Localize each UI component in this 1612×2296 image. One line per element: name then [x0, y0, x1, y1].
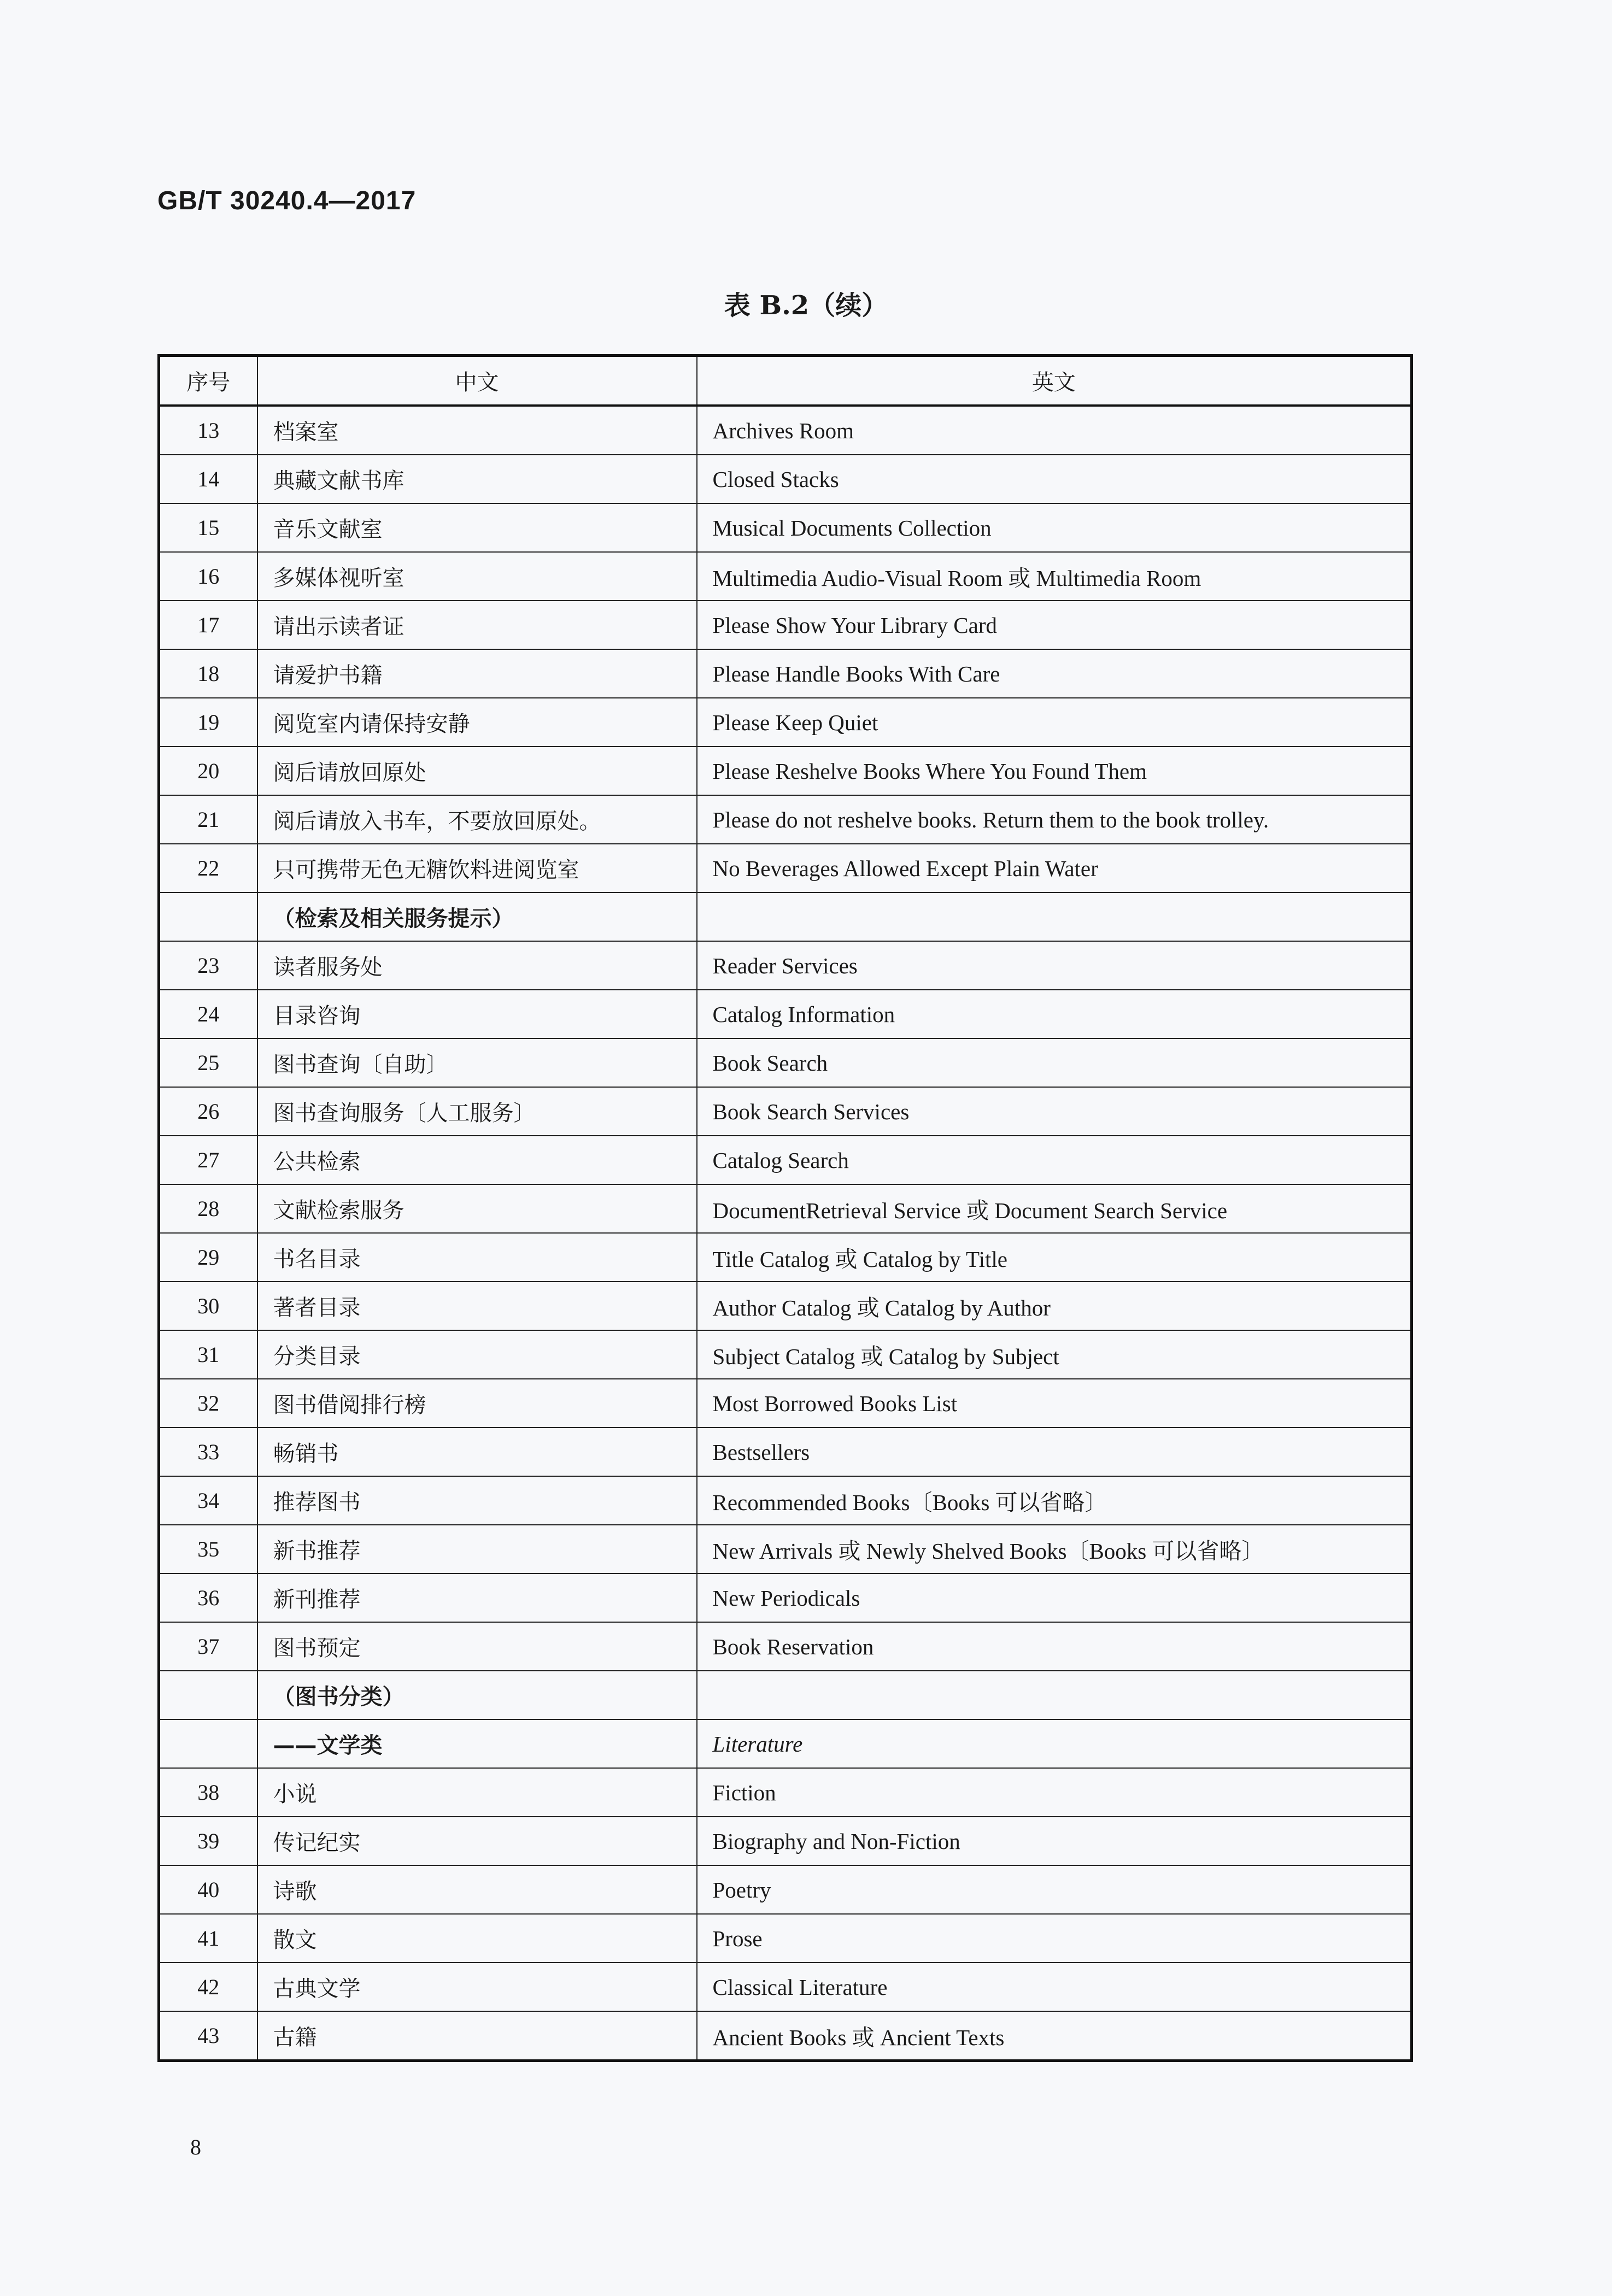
- cell-chinese: 古典文学: [257, 1963, 697, 2011]
- cell-number: 32: [159, 1379, 257, 1428]
- cell-chinese: 请爱护书籍: [257, 649, 697, 698]
- cell-number: 37: [159, 1622, 257, 1671]
- cell-chinese: 档案室: [257, 406, 697, 455]
- table-header-row: [159, 356, 1412, 406]
- cell-number: 35: [159, 1525, 257, 1573]
- cell-chinese: 分类目录: [257, 1330, 697, 1379]
- table-row: [159, 1233, 1412, 1282]
- cell-english: [697, 892, 1412, 941]
- table-row: [159, 503, 1412, 552]
- cell-english: Title Catalog 或 Catalog by Title: [697, 1233, 1412, 1282]
- standard-number: GB/T 30240.4—2017: [157, 186, 417, 215]
- cell-english: Classical Literature: [697, 1963, 1412, 2011]
- cell-chinese: 新书推荐: [257, 1525, 697, 1573]
- table-row: [159, 406, 1412, 455]
- cell-number: 39: [159, 1817, 257, 1865]
- cell-english: Archives Room: [697, 406, 1412, 455]
- table-row: [159, 2011, 1412, 2061]
- table-body: [159, 406, 1412, 2061]
- cell-english: Biography and Non-Fiction: [697, 1817, 1412, 1865]
- table-caption: 表 B.2（续）: [724, 290, 888, 321]
- cell-number: 43: [159, 2011, 257, 2061]
- table-row: [159, 1282, 1412, 1330]
- table-row: [159, 1038, 1412, 1087]
- cell-chinese: （检索及相关服务提示）: [257, 892, 697, 941]
- cell-chinese: 阅后请放入书车，不要放回原处。: [257, 795, 697, 844]
- cell-chinese: 著者目录: [257, 1282, 697, 1330]
- cell-english: Reader Services: [697, 941, 1412, 990]
- table-row: [159, 1817, 1412, 1865]
- cell-chinese: 典藏文献书库: [257, 455, 697, 503]
- cell-english: Please Show Your Library Card: [697, 601, 1412, 649]
- table-row: [159, 990, 1412, 1038]
- table-row: [159, 1476, 1412, 1525]
- cell-english: DocumentRetrieval Service 或 Document Search Service: [697, 1184, 1412, 1233]
- cell-number: [159, 1719, 257, 1768]
- table-row: [159, 1428, 1412, 1476]
- cell-number: 34: [159, 1476, 257, 1525]
- cell-number: 16: [159, 552, 257, 601]
- cell-number: 38: [159, 1768, 257, 1817]
- cell-english: New Periodicals: [697, 1573, 1412, 1622]
- cell-english: Book Reservation: [697, 1622, 1412, 1671]
- cell-chinese: 小说: [257, 1768, 697, 1817]
- cell-chinese: 诗歌: [257, 1865, 697, 1914]
- cell-chinese: 阅后请放回原处: [257, 747, 697, 795]
- cell-english: New Arrivals 或 Newly Shelved Books〔Books 可以省略〕: [697, 1525, 1412, 1573]
- table-row: [159, 1768, 1412, 1817]
- cell-number: 20: [159, 747, 257, 795]
- cell-chinese: 文献检索服务: [257, 1184, 697, 1233]
- cell-english: No Beverages Allowed Except Plain Water: [697, 844, 1412, 892]
- cell-number: 18: [159, 649, 257, 698]
- cell-number: [159, 1671, 257, 1719]
- table-row: [159, 601, 1412, 649]
- cell-number: 29: [159, 1233, 257, 1282]
- cell-english: Please Handle Books With Care: [697, 649, 1412, 698]
- cell-number: 26: [159, 1087, 257, 1136]
- table-row: [159, 747, 1412, 795]
- cell-chinese: （图书分类）: [257, 1671, 697, 1719]
- cell-english: Multimedia Audio-Visual Room 或 Multimedia Room: [697, 552, 1412, 601]
- cell-number: 21: [159, 795, 257, 844]
- cell-english: Literature: [697, 1719, 1412, 1768]
- column-header-number: 序号: [159, 356, 257, 406]
- table-row: [159, 795, 1412, 844]
- table-row: [159, 941, 1412, 990]
- page-number: 8: [190, 2135, 201, 2159]
- cell-english: Book Search: [697, 1038, 1412, 1087]
- cell-number: 25: [159, 1038, 257, 1087]
- cell-english: Recommended Books〔Books 可以省略〕: [697, 1476, 1412, 1525]
- cell-number: [159, 892, 257, 941]
- cell-number: 36: [159, 1573, 257, 1622]
- cell-english: Please Keep Quiet: [697, 698, 1412, 747]
- cell-english: Catalog Search: [697, 1136, 1412, 1184]
- cell-english: Book Search Services: [697, 1087, 1412, 1136]
- cell-number: 31: [159, 1330, 257, 1379]
- cell-number: 30: [159, 1282, 257, 1330]
- cell-chinese: 公共检索: [257, 1136, 697, 1184]
- table-section-row: [159, 892, 1412, 941]
- table-row: [159, 1087, 1412, 1136]
- table-row: [159, 1525, 1412, 1573]
- cell-number: 42: [159, 1963, 257, 2011]
- cell-number: 17: [159, 601, 257, 649]
- cell-english: Closed Stacks: [697, 455, 1412, 503]
- cell-number: 27: [159, 1136, 257, 1184]
- cell-number: 28: [159, 1184, 257, 1233]
- cell-chinese: 古籍: [257, 2011, 697, 2061]
- cell-english: Poetry: [697, 1865, 1412, 1914]
- cell-number: 33: [159, 1428, 257, 1476]
- cell-chinese: 传记纪实: [257, 1817, 697, 1865]
- table-row: [159, 1184, 1412, 1233]
- table-row: [159, 1136, 1412, 1184]
- cell-number: 41: [159, 1914, 257, 1963]
- cell-chinese: 散文: [257, 1914, 697, 1963]
- cell-english: Author Catalog 或 Catalog by Author: [697, 1282, 1412, 1330]
- table-row: [159, 1963, 1412, 2011]
- table-section-row: [159, 1719, 1412, 1768]
- cell-chinese: 目录咨询: [257, 990, 697, 1038]
- table-row: [159, 1573, 1412, 1622]
- cell-chinese: 音乐文献室: [257, 503, 697, 552]
- cell-chinese: 多媒体视听室: [257, 552, 697, 601]
- cell-chinese: 书名目录: [257, 1233, 697, 1282]
- cell-english: Ancient Books 或 Ancient Texts: [697, 2011, 1412, 2061]
- cell-chinese: 请出示读者证: [257, 601, 697, 649]
- cell-chinese: 图书查询〔自助〕: [257, 1038, 697, 1087]
- cell-english: Musical Documents Collection: [697, 503, 1412, 552]
- cell-english: [697, 1671, 1412, 1719]
- table-row: [159, 1865, 1412, 1914]
- cell-chinese: 图书预定: [257, 1622, 697, 1671]
- cell-number: 13: [159, 406, 257, 455]
- cell-number: 14: [159, 455, 257, 503]
- cell-number: 15: [159, 503, 257, 552]
- cell-chinese: 畅销书: [257, 1428, 697, 1476]
- table-row: [159, 455, 1412, 503]
- cell-chinese: 只可携带无色无糖饮料进阅览室: [257, 844, 697, 892]
- cell-chinese: ——文学类: [257, 1719, 697, 1768]
- cell-chinese: 图书查询服务〔人工服务〕: [257, 1087, 697, 1136]
- table-row: [159, 552, 1412, 601]
- cell-number: 40: [159, 1865, 257, 1914]
- table-row: [159, 1379, 1412, 1428]
- cell-number: 22: [159, 844, 257, 892]
- cell-english: Please do not reshelve books. Return them to the book trolley.: [697, 795, 1412, 844]
- cell-chinese: 新刊推荐: [257, 1573, 697, 1622]
- cell-english: Prose: [697, 1914, 1412, 1963]
- table-row: [159, 1914, 1412, 1963]
- table-row: [159, 844, 1412, 892]
- column-header-english: 英文: [697, 356, 1412, 406]
- table-row: [159, 649, 1412, 698]
- cell-chinese: 图书借阅排行榜: [257, 1379, 697, 1428]
- terms-table: [157, 354, 1413, 2062]
- cell-chinese: 读者服务处: [257, 941, 697, 990]
- cell-english: Subject Catalog 或 Catalog by Subject: [697, 1330, 1412, 1379]
- table-row: [159, 1622, 1412, 1671]
- cell-number: 19: [159, 698, 257, 747]
- cell-chinese: 推荐图书: [257, 1476, 697, 1525]
- cell-number: 23: [159, 941, 257, 990]
- table-row: [159, 1330, 1412, 1379]
- table-row: [159, 698, 1412, 747]
- column-header-chinese: 中文: [257, 356, 697, 406]
- table-section-row: [159, 1671, 1412, 1719]
- cell-english: Bestsellers: [697, 1428, 1412, 1476]
- cell-english: Fiction: [697, 1768, 1412, 1817]
- cell-english: Catalog Information: [697, 990, 1412, 1038]
- cell-english: Most Borrowed Books List: [697, 1379, 1412, 1428]
- cell-chinese: 阅览室内请保持安静: [257, 698, 697, 747]
- cell-english: Please Reshelve Books Where You Found Them: [697, 747, 1412, 795]
- cell-number: 24: [159, 990, 257, 1038]
